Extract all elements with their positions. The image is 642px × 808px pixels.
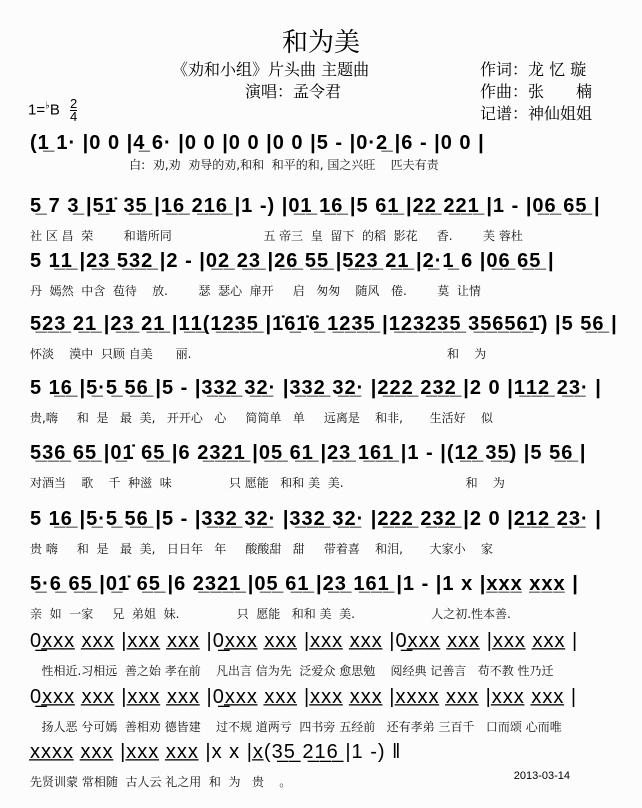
lyrics-line: 社 区 昌 荣 和谐所同 五 帝三 皇 留下 的稻 影花 香. 芙 蓉杜: [30, 229, 523, 243]
notation-line: x̲x̲x̲x̲ x̲x̲x̲ |x̲x̲x̲ x̲x̲x̲ |x x |x̲(3̲5̲ 2̲1̲6̲ |1 -) ‖: [30, 741, 402, 763]
lyrics-line: 白: 劝,劝 劝导的劝,和和 和平的和, 国之兴旺 匹夫有责: [30, 158, 439, 172]
notation-line: (1̲ 1· |0 0 |4̲ 6· |0 0 |0 0 |0 0 |5 - |0·2̲ |6 - |0 0 |: [30, 132, 485, 154]
notation-line: 5 1̲6̲ |5̲·5̲ 5̲6̲ |5 - |3̲3̲2̲ 3̲2̲· |3̲3̲2̲ 3̲2̲· |2̲2̲2̲ 2̲3̲2̲ |2 0 |1̲1̲2̲ 2̲3̲· |: [30, 377, 602, 399]
score-row-9: [0, 630, 642, 690]
lyrics-line: 丹 嫣然 中含 苞待 放. 瑟 瑟心 扉开 启 匆匆 随风 倦. 莫 让情: [30, 284, 481, 298]
lyrics-line: 亲 如 一家 兄 弟姐 妹. 只 愿能 和和 美 美. 人之初.性本善.: [30, 607, 511, 621]
time-signature: [70, 98, 77, 123]
key-label: 1=: [28, 101, 46, 119]
song-title: 和为美: [281, 28, 360, 58]
transcriber-credit: 记谱：神仙姐姐: [480, 104, 593, 123]
singer-credit: 演唱：孟令君: [245, 82, 342, 101]
time-numerator: 2: [70, 96, 78, 111]
lyrics-line: 扬人恶 兮可嫣 善相劝 德皆建 过不规 道两亏 四书旁 五经前 还有孝弟 三百千 口而颂 心而唯: [30, 720, 562, 734]
lyrics-line: 先贤训蒙 常相随 古人云 礼之用 和 为 贵 。: [30, 775, 292, 789]
composer-credit: 作曲：张 楠: [480, 82, 593, 101]
notation-line: 5 1̲1̲ |2̲3̲ 5̲3̲2̲ |2 - |0̲2̲ 2̲3̲ |2̲6̲ 5̲5̲ |5̲2̲3̲ 2̲1̲ |2̲·1̲ 6 |0̲6̲ 6̲5̲ |: [30, 250, 555, 272]
notation-line: 5̲2̲3̲ 2̲1̲ |2̲3̲ 2̲1̲ |1̲1̲(1̲2̲3̲5̲ |1̇6̲1̇6̲ 1̲2̲3̲5̲ |1̲2̲3̲2̲3̲5̲ 3̲5̲6̲5̲6̲1̇) |5 5̲6̲ |: [30, 313, 618, 335]
score-row-8: [0, 573, 642, 633]
score-row-1: [0, 132, 642, 192]
score-row-5: [0, 377, 642, 437]
notation-line: 0̲x̲x̲x̲ x̲x̲x̲ |x̲x̲x̲ x̲x̲x̲ |0̲x̲x̲x̲ x̲x̲x̲ |x̲x̲x̲ x̲x̲x̲ |x̲x̲x̲x̲ x̲x̲x̲ |x̲x̲x̲ x̲x̲x̲ |: [30, 686, 578, 708]
notation-line: 5̲ 7 3̲ |5̲1̇ 3̲5̲ |1̲6̲ 2̲1̲6̲ |1 -) |0̲1̲ 1̲6̲ |5 6̲1̲ |2̲2̲ 2̲2̲1̲ |1 - |0̲6̲ 6̲5̲ |: [30, 195, 601, 217]
key-note: B: [49, 101, 60, 119]
score-row-10: [0, 686, 642, 746]
score-row-4: [0, 313, 642, 373]
score-row-6: [0, 442, 642, 502]
flat-icon: ♭: [45, 100, 50, 112]
lyricist-credit: 作词：龙 忆 璇: [480, 60, 587, 79]
transcription-date: 2013-03-14: [513, 770, 570, 782]
notation-line: 0̲x̲x̲x̲ x̲x̲x̲ |x̲x̲x̲ x̲x̲x̲ |0̲x̲x̲x̲ x̲x̲x̲ |x̲x̲x̲ x̲x̲x̲ |0̲x̲x̲x̲ x̲x̲x̲ |x̲x̲x̲ x̲x̲x̲ |: [30, 630, 579, 652]
lyrics-line: 贵 嗨 和 是 最 美, 日日年 年 酸酸甜 甜 带着喜 和泪, 大家小 家: [30, 542, 493, 556]
score-row-2: [0, 195, 642, 255]
score-row-7: [0, 508, 642, 568]
lyrics-line: 贵,嗨 和 是 最 美, 开开心 心 简简单 单 远离是 和非, 生活好 似: [30, 411, 493, 425]
notation-line: 5̲·6̲ 6̲5̲ |0̲1̇ 6̲5̲ |6 2̲3̲2̲1̲ |0̲5̲ 6̲1̲ |2̲3̲ 1̲6̲1̲ |1 - |1 x |x̲x̲x̲ x̲x̲x̲ |: [30, 573, 579, 595]
lyrics-line: 怀淡 漠中 只顾 自美 丽. 和 为: [30, 347, 487, 361]
lyrics-line: 对酒当 歌 千 种滋 味 只 愿能 和和 美 美. 和 为: [30, 476, 505, 490]
notation-line: 5 1̲6̲ |5̲·5̲ 5̲6̲ |5 - |3̲3̲2̲ 3̲2̲· |3̲3̲2̲ 3̲2̲· |2̲2̲2̲ 2̲3̲2̲ |2 0 |2̲1̲2̲ 2̲3̲· |: [30, 508, 602, 530]
song-subtitle: 《劝和小组》片头曲 主题曲: [172, 60, 370, 79]
key-signature: [28, 98, 77, 123]
notation-line: 5̲3̲6̲ 6̲5̲ |0̲1̇ 6̲5̲ |6 2̲3̲2̲1̲ |0̲5̲ 6̲1̲ |2̲3̲ 1̲6̲1̲ |1 - |(1̲2̲ 3̲5̲) |5 5̲6̲ |: [30, 442, 587, 464]
score-row-3: [0, 250, 642, 310]
time-denominator: 4: [70, 109, 78, 124]
lyrics-line: 性相近.习相远 善之始 孝在前 凡出言 信为先 泛爱众 愈思勉 阅经典 记善言 苟不教 性乃迁: [30, 664, 554, 678]
